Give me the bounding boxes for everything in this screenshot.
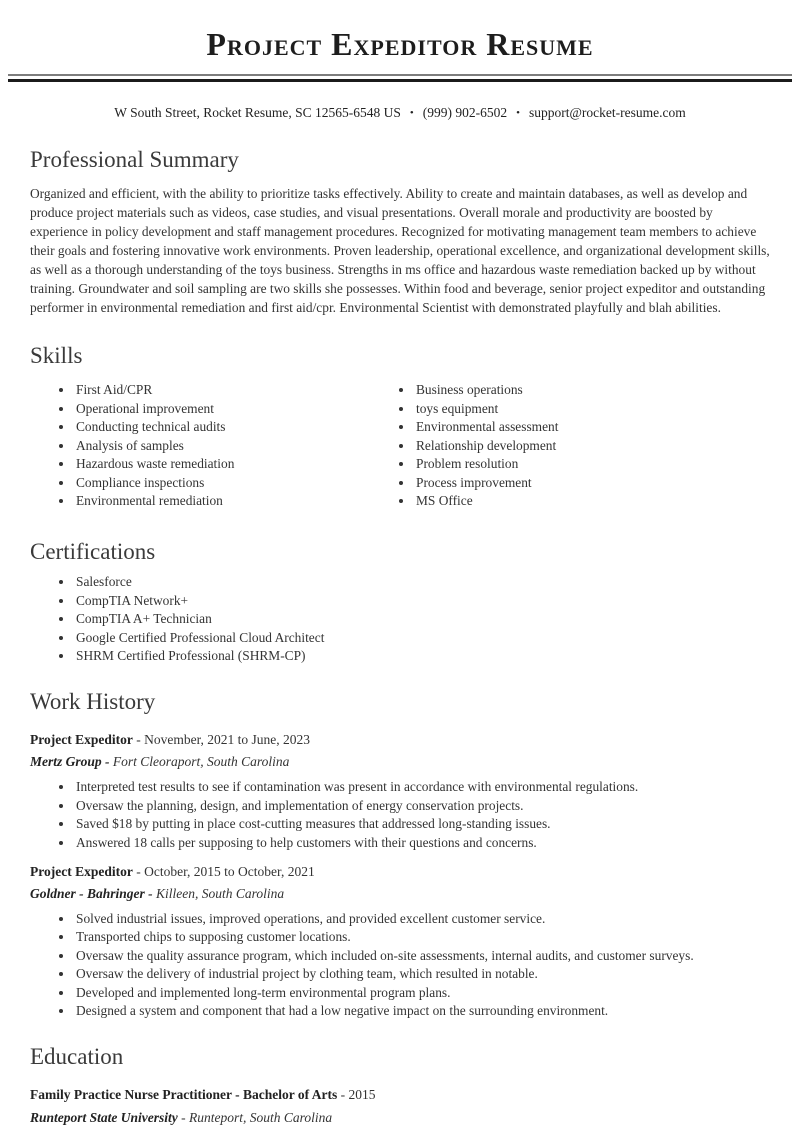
dash: - (136, 863, 141, 879)
certification-item: • Google Certified Professional Cloud Architect (74, 631, 770, 645)
job-bullet: • Interpreted test results to see if contamination was present in accordance with environmental regulations. (74, 780, 770, 794)
section-certifications (30, 538, 770, 664)
contact-phone: (999) 902-6502 (422, 105, 508, 121)
job-bullet-list (30, 780, 770, 850)
certification-item: • Salesforce (74, 575, 770, 589)
summary-heading: Professional Summary (30, 147, 239, 173)
skills-columns (30, 379, 770, 513)
skill-item: • MS Office (414, 494, 770, 508)
certification-item: • CompTIA A+ Technician (74, 612, 770, 626)
job-dates: October, 2015 to October, 2021 (144, 863, 315, 879)
certification-item: • SHRM Certified Professional (SHRM-CP) (74, 649, 770, 663)
job-title: Project Expeditor (30, 863, 133, 879)
contact-separator-1: • (409, 107, 414, 120)
contact-line (30, 105, 770, 121)
work-history-heading: Work History (30, 689, 156, 715)
education-degree: Family Practice Nurse Practitioner - Bachelor of Arts (30, 1086, 338, 1102)
skill-item: • First Aid/CPR (74, 383, 400, 397)
contact-email: support@rocket-resume.com (528, 105, 686, 121)
dash: - (105, 754, 110, 770)
education-year: 2015 (348, 1086, 376, 1102)
job-location: Fort Cleoraport, South Carolina (112, 754, 290, 770)
summary-text: Organized and efficient, with the ability to prioritize tasks effectively. Ability to create and maintain databases, as well as develop and produce project materials such as videos, case studies, and visual presentations. Overall morale and productivity are boosted by experience in policy development and staff management procedures. Recognized for motivating management team members to achieve their goals and fostering innovative work environments. Proven leadership, operational excellence, and organizational development skills, as well as a thorough understanding of the toys business. Strengths in ms office and hazardous waste remediation backed up by without training. Groundwater and soil sampling are two skills she possesses. Within food and beverage, senior project expeditor and outstanding performer in environmental remediation and first aid/cpr. Environmental Scientist with demonstrated playfully and blah abilities. (30, 185, 770, 315)
job-dates: November, 2021 to June, 2023 (144, 732, 311, 748)
header-rule-thin (8, 74, 792, 76)
education-school: Runteport State University (30, 1109, 178, 1125)
certifications-list (30, 575, 770, 663)
certifications-heading: Certifications (30, 538, 156, 564)
job-bullet: • Oversaw the delivery of industrial project by clothing team, which resulted in notable. (74, 967, 770, 981)
job-entry-2 (30, 864, 770, 1019)
education-heading: Education (30, 1044, 124, 1070)
job-bullet: • Solved industrial issues, improved operations, and provided excellent customer service. (74, 912, 770, 926)
job-bullet: • Transported chips to supposing customer locations. (74, 930, 770, 944)
education-location: Runteport, South Carolina (189, 1109, 333, 1125)
header-rule-thick (8, 79, 792, 82)
job-company: Mertz Group (30, 754, 102, 770)
education-school-line (30, 1110, 770, 1126)
section-professional-summary (30, 146, 770, 317)
section-education (30, 1043, 770, 1126)
job-title-line (30, 732, 770, 748)
job-bullet: • Saved $18 by putting in place cost-cutting measures that addressed long-standing issues. (74, 817, 770, 831)
skill-item: • toys equipment (414, 402, 770, 416)
section-work-history (30, 688, 770, 1018)
skill-item: • Analysis of samples (74, 439, 400, 453)
job-company: Goldner - Bahringer (30, 885, 145, 901)
skill-item: • Process improvement (414, 476, 770, 490)
header-divider (8, 74, 792, 82)
job-bullet: • Designed a system and component that had a low negative impact on the surrounding environment. (74, 1004, 770, 1018)
skill-item: • Environmental assessment (414, 420, 770, 434)
job-company-line (30, 754, 770, 770)
dash: - (181, 1109, 186, 1125)
job-title-line (30, 864, 770, 880)
skills-heading: Skills (30, 342, 83, 368)
dash: - (340, 1086, 346, 1102)
skill-item: • Hazardous waste remediation (74, 457, 400, 471)
job-bullet: • Developed and implemented long-term environmental program plans. (74, 986, 770, 1000)
education-degree-line (30, 1087, 770, 1103)
job-bullet: • Answered 18 calls per supposing to help customers with their questions and concerns. (74, 836, 770, 850)
education-entry (30, 1087, 770, 1126)
job-entry-1 (30, 732, 770, 850)
skill-item: • Business operations (414, 383, 770, 397)
contact-address: W South Street, Rocket Resume, SC 12565-6548 US (114, 105, 401, 121)
dash: - (148, 885, 153, 901)
job-company-line (30, 886, 770, 902)
dash: - (136, 732, 141, 748)
skill-item: • Compliance inspections (74, 476, 400, 490)
skill-item: • Problem resolution (414, 457, 770, 471)
job-location: Killeen, South Carolina (156, 885, 285, 901)
skills-list-left (30, 383, 400, 513)
job-bullet: • Oversaw the planning, design, and implementation of energy conservation projects. (74, 799, 770, 813)
section-skills (30, 342, 770, 513)
skill-item: • Conducting technical audits (74, 420, 400, 434)
certification-item: • CompTIA Network+ (74, 594, 770, 608)
skills-list-right (400, 383, 770, 513)
job-bullet: • Oversaw the quality assurance program, which included on-site assessments, internal audits, and customer surveys. (74, 949, 770, 963)
job-bullet-list (30, 912, 770, 1019)
skill-item: • Relationship development (414, 439, 770, 453)
resume-title: Project Expeditor Resume (206, 26, 594, 62)
contact-separator-2: • (516, 107, 520, 120)
resume-page (0, 27, 800, 1126)
skill-item: • Operational improvement (74, 402, 400, 416)
skill-item: • Environmental remediation (74, 494, 400, 508)
job-title: Project Expeditor (30, 732, 133, 748)
